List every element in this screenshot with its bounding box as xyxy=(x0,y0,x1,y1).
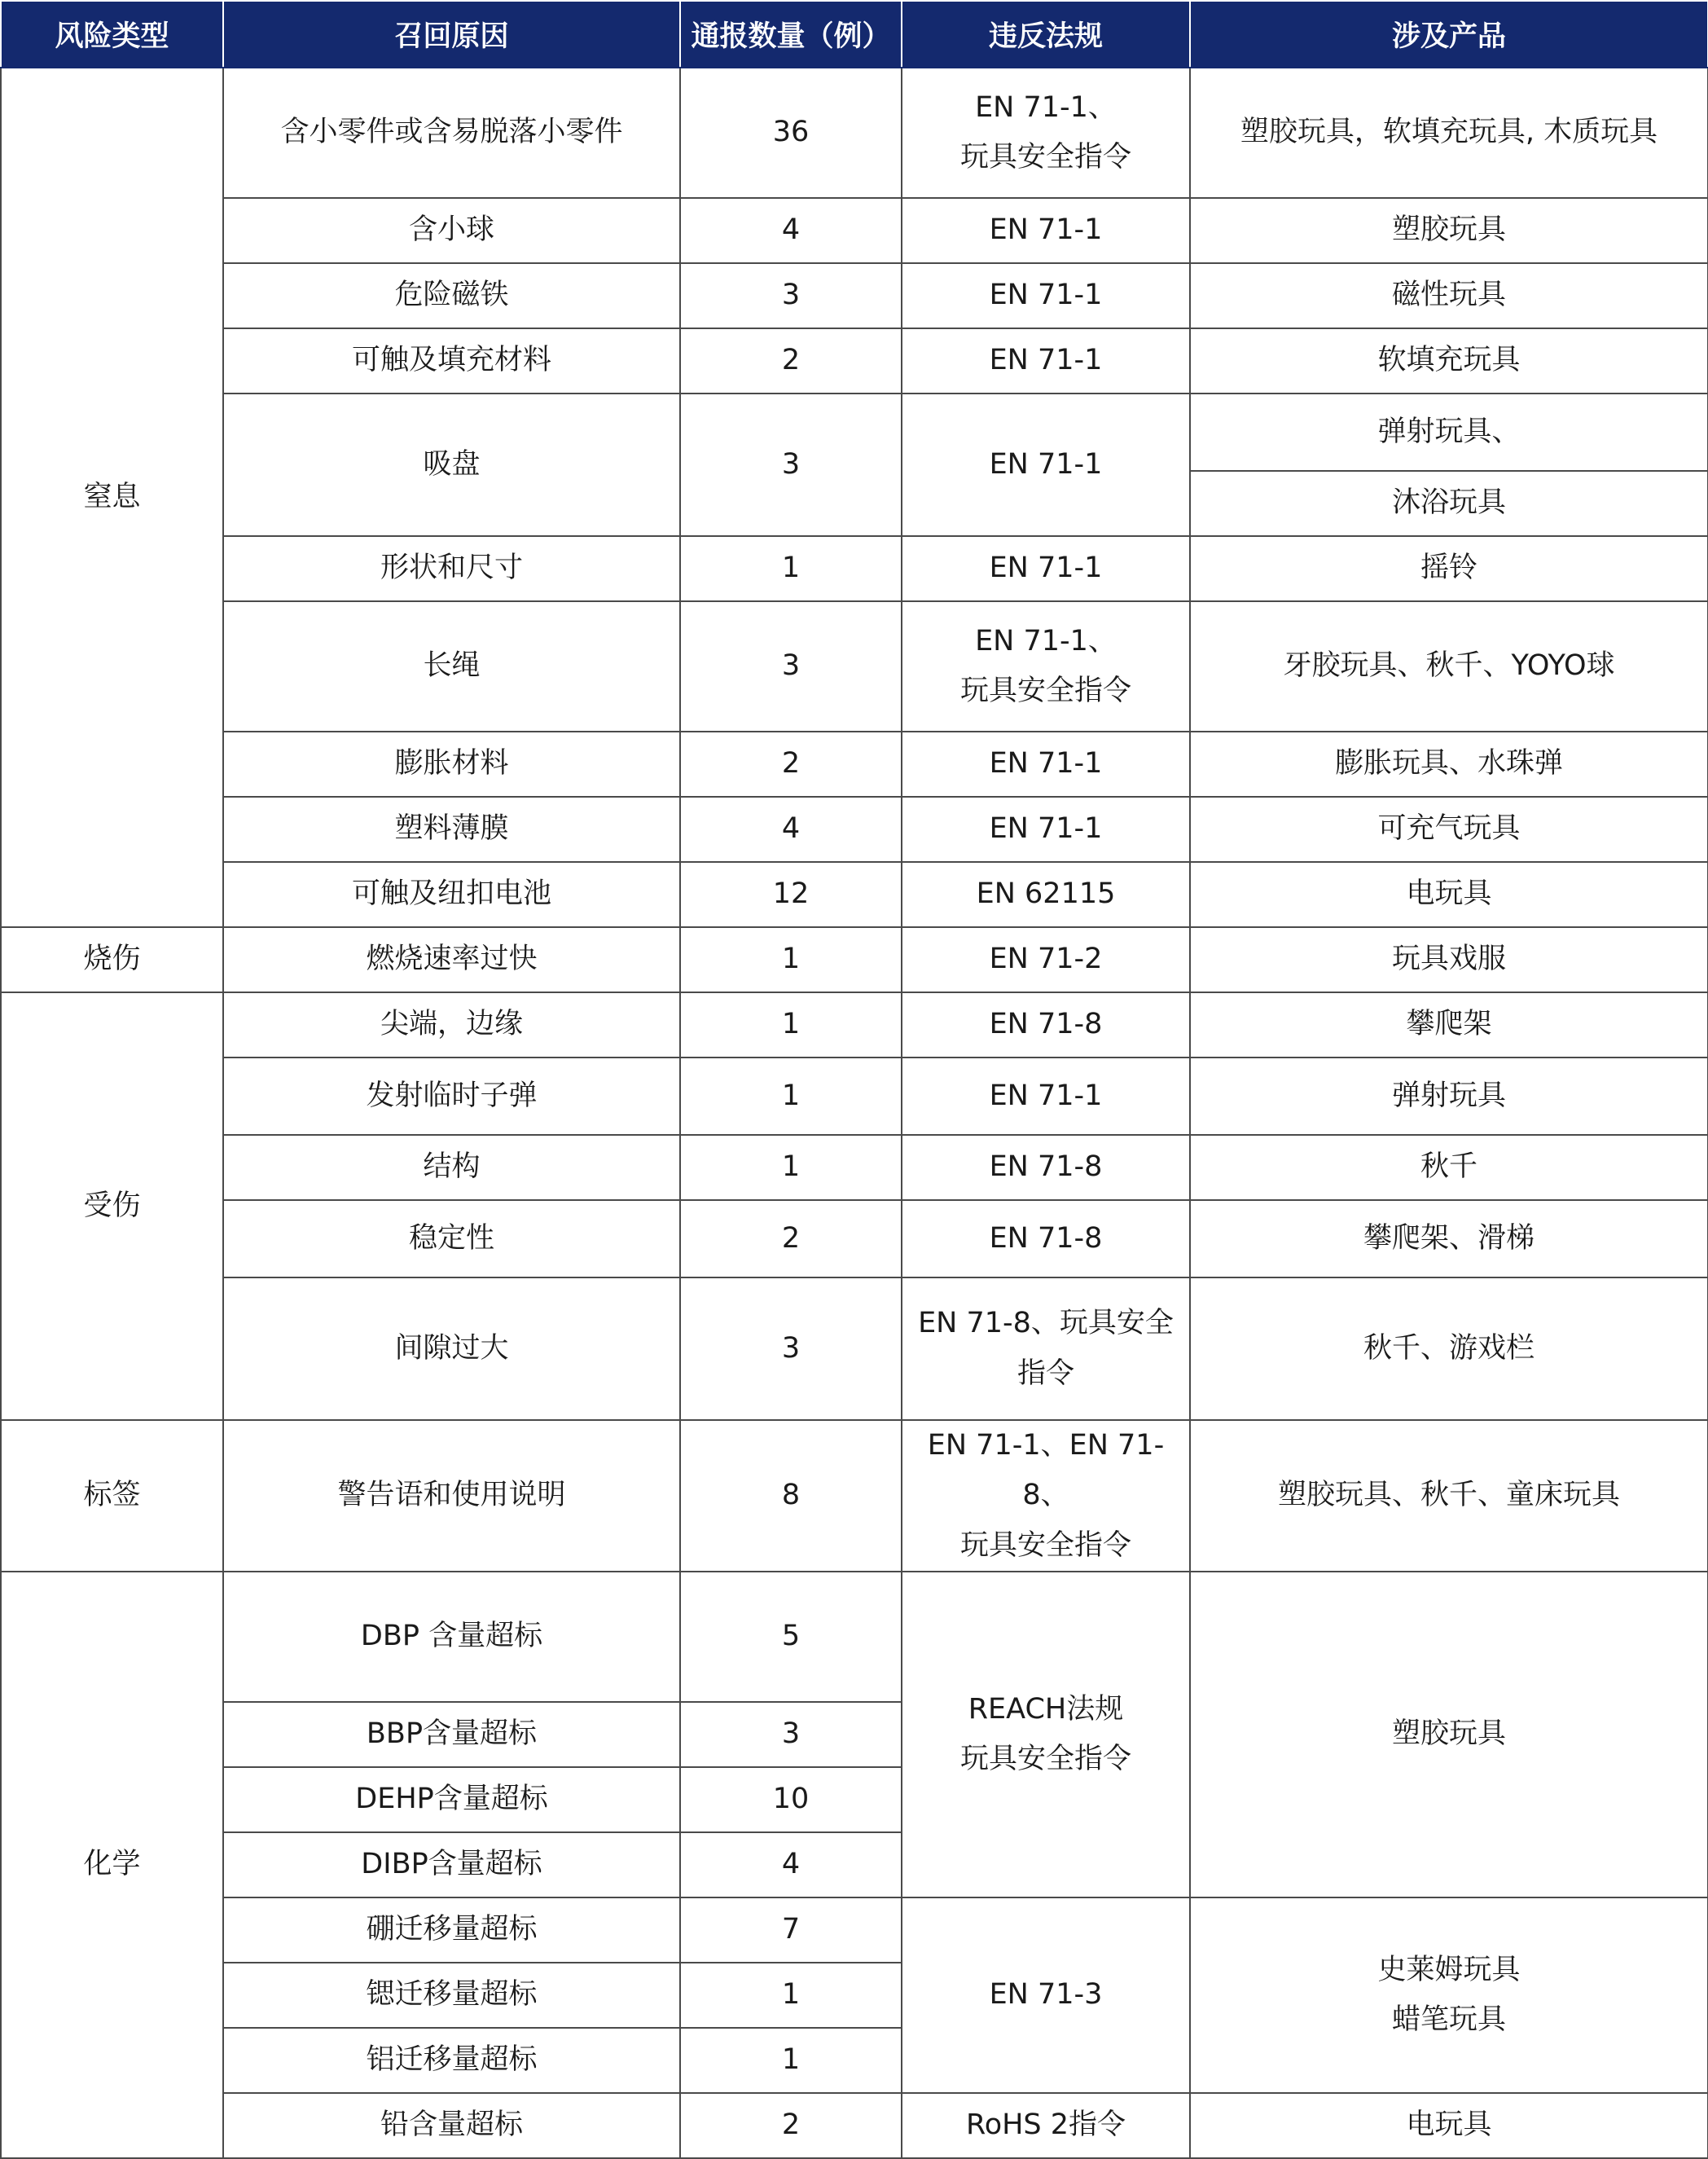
reason-cell: 危险磁铁 xyxy=(223,263,680,328)
reason-cell: 燃烧速率过快 xyxy=(223,927,680,992)
products-cell: 牙胶玩具、秋千、YOYO球 xyxy=(1190,601,1708,732)
risk-type-cell: 窒息 xyxy=(1,68,223,927)
regulation-cell xyxy=(902,68,1190,198)
table-row xyxy=(1,1135,1708,1200)
regulation-line: 玩具安全指令 xyxy=(959,1528,1131,1562)
count-cell: 5 xyxy=(680,1572,902,1702)
risk-type-cell: 标签 xyxy=(1,1420,223,1572)
table-row xyxy=(1,394,1708,471)
regulation-line: 玩具安全指令 xyxy=(959,675,1131,707)
table-row xyxy=(1,862,1708,927)
header-report-count: 通报数量（例） xyxy=(680,1,902,68)
reason-cell: 结构 xyxy=(223,1135,680,1200)
reason-cell: 铅含量超标 xyxy=(223,2093,680,2158)
reason-cell: 警告语和使用说明 xyxy=(223,1420,680,1572)
regulation-cell: EN 71-1 xyxy=(902,732,1190,797)
reason-cell: 吸盘 xyxy=(223,394,680,536)
products-line: 史莱姆玩具 xyxy=(1377,1953,1521,1986)
count-cell: 4 xyxy=(680,1832,902,1897)
count-cell: 3 xyxy=(680,1702,902,1767)
table-row xyxy=(1,992,1708,1058)
header-row xyxy=(1,1,1708,68)
table-row xyxy=(1,797,1708,862)
reason-cell: 含小球 xyxy=(223,198,680,263)
regulation-cell: EN 71-1 xyxy=(902,263,1190,328)
regulation-line: EN 71-8、玩具安全 xyxy=(918,1307,1174,1340)
regulation-cell: EN 71-8 xyxy=(902,1200,1190,1277)
count-cell: 7 xyxy=(680,1897,902,1963)
count-cell: 1 xyxy=(680,1135,902,1200)
regulation-line: 玩具安全指令 xyxy=(959,141,1131,174)
products-cell: 塑胶玩具 xyxy=(1190,1572,1708,1897)
header-risk-type: 风险类型 xyxy=(1,1,223,68)
regulation-cell xyxy=(902,1277,1190,1420)
table-row xyxy=(1,1277,1708,1420)
products-cell: 软填充玩具 xyxy=(1190,328,1708,394)
reason-cell: 铝迁移量超标 xyxy=(223,2028,680,2093)
reason-cell: 发射临时子弹 xyxy=(223,1058,680,1135)
reason-cell: 间隙过大 xyxy=(223,1277,680,1420)
table-row xyxy=(1,1200,1708,1277)
header-products: 涉及产品 xyxy=(1190,1,1708,68)
products-cell: 沐浴玩具 xyxy=(1190,471,1708,536)
products-cell: 可充气玩具 xyxy=(1190,797,1708,862)
regulation-line: REACH法规 xyxy=(968,1692,1124,1726)
reason-cell: DEHP含量超标 xyxy=(223,1767,680,1832)
count-cell: 3 xyxy=(680,394,902,536)
count-cell: 10 xyxy=(680,1767,902,1832)
count-cell: 8 xyxy=(680,1420,902,1572)
products-cell: 秋千、游戏栏 xyxy=(1190,1277,1708,1420)
reason-cell: 膨胀材料 xyxy=(223,732,680,797)
count-cell: 36 xyxy=(680,68,902,198)
products-cell: 摇铃 xyxy=(1190,536,1708,601)
regulation-cell: EN 71-1 xyxy=(902,536,1190,601)
table-row xyxy=(1,328,1708,394)
count-cell: 1 xyxy=(680,927,902,992)
products-cell xyxy=(1190,1897,1708,2093)
products-cell: 磁性玩具 xyxy=(1190,263,1708,328)
products-cell: 弹射玩具、 xyxy=(1190,394,1708,471)
count-cell: 1 xyxy=(680,2028,902,2093)
table-row xyxy=(1,1572,1708,1702)
reason-cell: 可触及纽扣电池 xyxy=(223,862,680,927)
table-row xyxy=(1,1897,1708,1963)
count-cell: 1 xyxy=(680,1058,902,1135)
header-regulation: 违反法规 xyxy=(902,1,1190,68)
regulation-cell: EN 71-8 xyxy=(902,992,1190,1058)
products-cell: 电玩具 xyxy=(1190,2093,1708,2158)
table-row xyxy=(1,198,1708,263)
table-row xyxy=(1,1058,1708,1135)
count-cell: 12 xyxy=(680,862,902,927)
products-cell: 膨胀玩具、水珠弹 xyxy=(1190,732,1708,797)
count-cell: 3 xyxy=(680,1277,902,1420)
regulation-cell: EN 71-3 xyxy=(902,1897,1190,2093)
header-recall-reason: 召回原因 xyxy=(223,1,680,68)
table-row xyxy=(1,1420,1708,1572)
products-cell: 塑胶玩具 xyxy=(1190,198,1708,263)
products-cell: 玩具戏服 xyxy=(1190,927,1708,992)
regulation-cell: EN 71-2 xyxy=(902,927,1190,992)
reason-cell: 尖端，边缘 xyxy=(223,992,680,1058)
regulation-cell: RoHS 2指令 xyxy=(902,2093,1190,2158)
count-cell: 1 xyxy=(680,1963,902,2028)
table-row xyxy=(1,536,1708,601)
count-cell: 4 xyxy=(680,797,902,862)
reason-cell: 形状和尺寸 xyxy=(223,536,680,601)
reason-cell: 含小零件或含易脱落小零件 xyxy=(223,68,680,198)
table-row xyxy=(1,732,1708,797)
table-row xyxy=(1,2093,1708,2158)
regulation-cell xyxy=(902,1572,1190,1897)
products-cell: 电玩具 xyxy=(1190,862,1708,927)
regulation-cell: EN 71-1 xyxy=(902,394,1190,536)
regulation-cell xyxy=(902,1420,1190,1572)
regulation-cell: EN 71-1 xyxy=(902,797,1190,862)
table-row xyxy=(1,927,1708,992)
reason-cell: 长绳 xyxy=(223,601,680,732)
table-row xyxy=(1,601,1708,732)
regulation-cell: EN 71-1 xyxy=(902,198,1190,263)
products-cell: 攀爬架 xyxy=(1190,992,1708,1058)
count-cell: 4 xyxy=(680,198,902,263)
risk-type-cell: 烧伤 xyxy=(1,927,223,992)
table-row xyxy=(1,263,1708,328)
products-cell: 攀爬架、滑梯 xyxy=(1190,1200,1708,1277)
reason-cell: BBP含量超标 xyxy=(223,1702,680,1767)
reason-cell: 稳定性 xyxy=(223,1200,680,1277)
reason-cell: 硼迁移量超标 xyxy=(223,1897,680,1963)
reason-cell: DBP 含量超标 xyxy=(223,1572,680,1702)
table-row xyxy=(1,68,1708,198)
reason-cell: 锶迁移量超标 xyxy=(223,1963,680,2028)
products-cell: 塑胶玩具、秋千、童床玩具 xyxy=(1190,1420,1708,1572)
count-cell: 2 xyxy=(680,328,902,394)
regulation-cell xyxy=(902,601,1190,732)
count-cell: 3 xyxy=(680,601,902,732)
reason-cell: DIBP含量超标 xyxy=(223,1832,680,1897)
regulation-line: EN 71-1、 xyxy=(975,90,1117,124)
count-cell: 2 xyxy=(680,732,902,797)
reason-cell: 可触及填充材料 xyxy=(223,328,680,394)
regulation-cell: EN 71-8 xyxy=(902,1135,1190,1200)
regulation-cell: EN 71-1 xyxy=(902,1058,1190,1135)
regulation-line: 指令 xyxy=(1016,1357,1074,1390)
count-cell: 3 xyxy=(680,263,902,328)
products-cell: 弹射玩具 xyxy=(1190,1058,1708,1135)
count-cell: 1 xyxy=(680,992,902,1058)
risk-type-cell: 化学 xyxy=(1,1572,223,2158)
products-cell: 秋千 xyxy=(1190,1135,1708,1200)
regulation-line: EN 71-1、 xyxy=(975,624,1117,657)
regulation-cell: EN 71-1 xyxy=(902,328,1190,394)
reason-cell: 塑料薄膜 xyxy=(223,797,680,862)
risk-type-cell: 受伤 xyxy=(1,992,223,1420)
regulation-line: EN 71-1、EN 71-8、 xyxy=(927,1429,1165,1512)
count-cell: 1 xyxy=(680,536,902,601)
regulation-line: 玩具安全指令 xyxy=(959,1742,1131,1775)
products-line: 蜡笔玩具 xyxy=(1391,2003,1506,2036)
regulation-cell: EN 62115 xyxy=(902,862,1190,927)
count-cell: 2 xyxy=(680,1200,902,1277)
count-cell: 2 xyxy=(680,2093,902,2158)
products-cell: 塑胶玩具，软填充玩具, 木质玩具 xyxy=(1190,68,1708,198)
